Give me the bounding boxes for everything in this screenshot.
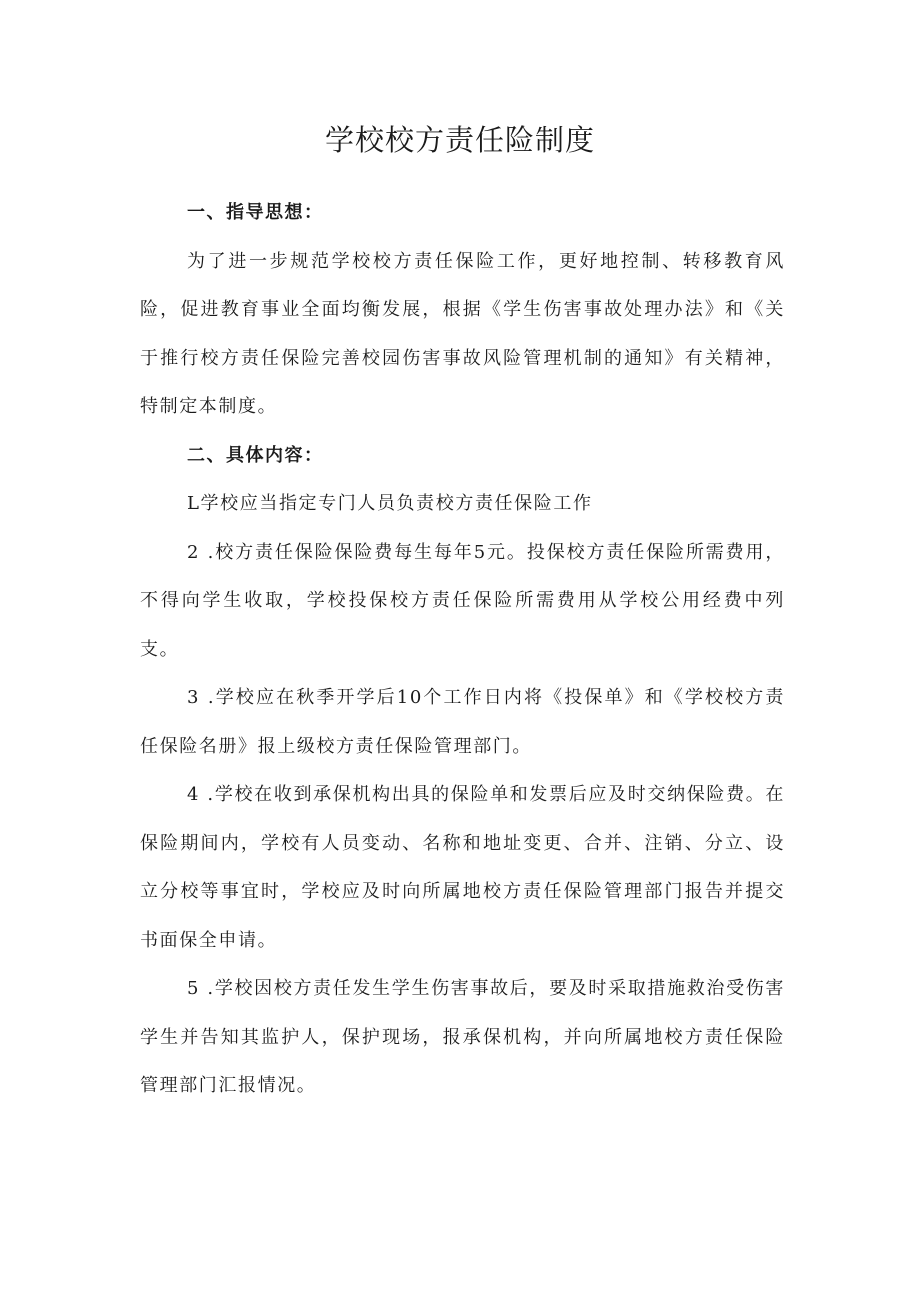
paragraph-item-3: 3 .学校应在秋季开学后10个工作日内将《投保单》和《学校校方责任保险名册》报上级校方责任保险管理部门。 <box>140 687 785 757</box>
paragraph-item-5: 5 .学校因校方责任发生学生伤害事故后，要及时采取措施救治受伤害学生并告知其监护人，保护现场，报承保机构，并向所属地校方责任保险管理部门汇报情况。 <box>140 978 785 1096</box>
document-body <box>140 189 785 1111</box>
paragraph-item-4: 4 .学校在收到承保机构出具的保险单和发票后应及时交纳保险费。在保险期间内，学校有人员变动、名称和地址变更、合并、注销、分立、设立分校等事宜时，学校应及时向所属地校方责任保险管理部门报告并提交书面保全申请。 <box>140 784 785 951</box>
paragraph-item-1: L学校应当指定专门人员负责校方责任保险工作 <box>187 493 593 514</box>
document-title: 学校校方责任险制度 <box>324 123 595 157</box>
paragraph-purpose: 为了进一步规范学校校方责任保险工作，更好地控制、转移教育风险，促进教育事业全面均衡发展，根据《学生伤害事故处理办法》和《关于推行校方责任保险完善校园伤害事故风险管理机制的通知》有关精神，特制定本制度。 <box>140 250 785 417</box>
section-heading-specific-content: 二、具体内容： <box>187 444 324 466</box>
section-heading-guiding-ideology: 一、指导思想： <box>187 202 324 223</box>
paragraph-item-2: 2 .校方责任保险保险费每生每年5元。投保校方责任保险所需费用，不得向学生收取，学校投保校方责任保险所需费用从学校公用经费中列支。 <box>140 541 785 660</box>
